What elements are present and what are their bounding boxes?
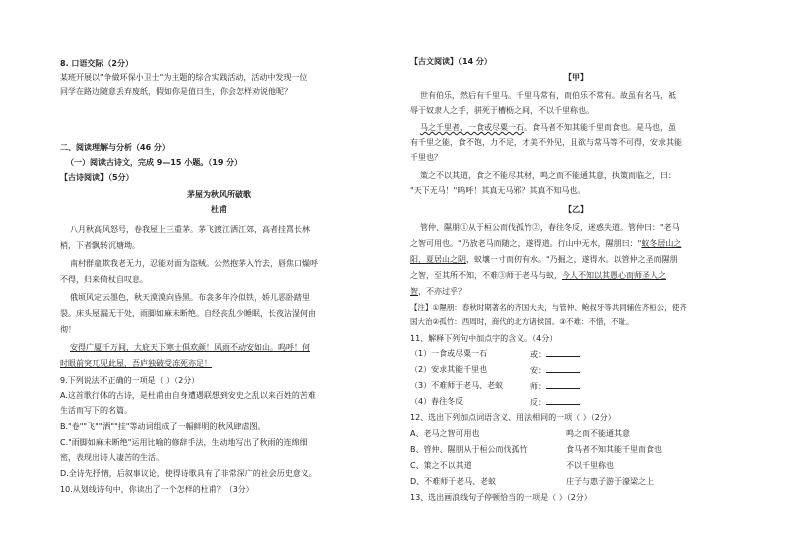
jia-line: 千里也？ [410, 153, 442, 162]
yi-line: 智，不亦过乎？ [410, 287, 466, 296]
q11-item-3-answer[interactable]: 师： [530, 380, 580, 392]
q11-item-2: （2）安求其能千里也 [410, 365, 488, 374]
passage-yi-label: 【乙】 [564, 205, 588, 214]
yi-line: 阳，夏居山之阴，蚁壤一寸而仞有水。"乃掘之，遂得水。以管仲之圣而隰朋 [410, 255, 678, 264]
q11-item-1: （1）一食或尽粟一石 [410, 349, 488, 358]
underline: 智 [410, 287, 418, 296]
underline: 阳，夏居山之阴 [410, 255, 466, 264]
passage-jia-label: 【甲】 [564, 73, 588, 82]
underline: 今人不知以其愚心而师圣人之 [562, 271, 666, 280]
jia-line: 世有伯乐，然后有千里马。千里马常有，而伯乐不常有。故虽有名马，祗 [420, 91, 676, 100]
q12-option-a-pair: 鸣之而不能通其意 [566, 429, 630, 438]
q8-line: 同学在路边随意丢弃废纸，假如你是值日生，你会怎样劝说他呢？ [60, 87, 292, 96]
poem-line: 南村群童欺我老无力，忍能对面为盗贼。公然抱茅入竹去，唇焦口燥呼 [70, 259, 318, 268]
poem-line: 八月秋高风怒号，卷我屋上三重茅。茅飞渡江洒江郊，高者挂罥长林 [70, 225, 310, 234]
poem-line: 不得，归来倚杖自叹息。 [60, 275, 148, 284]
q12-option-d-pair: 庄子与惠子游于濠梁之上 [566, 477, 654, 486]
yi-line: 之智可用也。"乃放老马而随之，遂得道。行山中无水，隰朋曰："蚁冬居山之 [410, 239, 682, 248]
jia-line: 马之千里者，一食或尽粟一石。食马者不知其能千里而食也。是马也，虽 [420, 123, 676, 132]
q9-stem: 9.下列说法不正确的一项是（ ）（2分） [60, 376, 200, 385]
q11-item-2-answer[interactable]: 安： [530, 364, 580, 376]
classical-header: 【古文阅读】（14 分） [410, 57, 492, 66]
q9-option-a: A.这首歌行体的古诗，是杜甫由自身遭遇联想到安史之乱以来百姓的苦难 [60, 391, 316, 400]
q9-option-c-cont: 密，表现出诗人凄苦的生活。 [60, 453, 164, 462]
poem-line: 彻！ [60, 325, 76, 334]
poem-title: 茅屋为秋风所破歌 [187, 189, 251, 199]
q13-stem: 13、选出画浪线句子停顿恰当的一项是（ ）（2分） [410, 493, 592, 502]
q11-item-4-answer[interactable]: 反： [530, 396, 580, 408]
q11-item-3: （3）不难师于老马、老蚁 [410, 381, 504, 390]
answer-blank [546, 380, 580, 389]
q8-line: 某班开展以"争做环保小卫士"为主题的综合实践活动，活动中发现一位 [60, 73, 308, 82]
q11-item-1-answer[interactable]: 或： [530, 348, 580, 360]
poem-line: 梢，下者飘转沉塘坳。 [60, 241, 140, 250]
poem-line: 裂。床头屋漏无干处，雨脚如麻未断绝。自经丧乱少睡眠，长夜沾湿何由 [60, 309, 316, 318]
q12-option-b: B、管仲、隰朋从于桓公而伐孤竹 [410, 445, 528, 454]
poem-line: 俄顷风定云墨色，秋天漠漠向昏黑。布衾多年冷似铁，娇儿恶卧踏里 [70, 293, 310, 302]
q12-option-d: D、不难师于老马、老蚁 [410, 477, 497, 486]
answer-blank [546, 348, 580, 357]
yi-line: 管仲、隰朋①从于桓公而伐孤竹②，春往冬反，迷惑失道。管仲曰："老马 [420, 223, 680, 232]
q11-item-4: （4）春往冬反 [410, 397, 464, 406]
sub1-title: （一）阅读古诗文，完成 9—15 小题。（19 分） [66, 158, 243, 167]
q9-option-a-cont: 生活而写下的名篇。 [60, 406, 132, 415]
jia-line: 有千里之能，食不饱，力不足，才美不外见，且欲与常马等不可得，安求其能 [410, 138, 682, 147]
jia-line: 策之不以其道，食之不能尽其材，鸣之而不能通其意，执策而临之，曰： [420, 171, 676, 180]
q12-option-b-pair: 食马者不知其能千里而食也 [566, 445, 662, 454]
q9-option-b: B."卷""飞""洒""挂"等动词组成了一幅鲜明的秋风肆虐图。 [60, 422, 266, 431]
q9-option-c: C."雨脚如麻未断绝"运用比喻的修辞手法，生动地写出了秋雨的连绵细 [60, 438, 308, 447]
answer-blank [546, 396, 580, 405]
q12-option-a: A、老马之智可用也 [410, 429, 480, 438]
poem-author: 杜甫 [211, 204, 227, 214]
section2-title: 二、阅读理解与分析（46 分） [60, 143, 170, 152]
yi-line: 之智，至其所不知，不难③师于老马与蚁，今人不知以其愚心而师圣人之 [410, 271, 666, 280]
jia-line: "天下无马！"呜呼！其真无马邪？其真不知马也。 [410, 186, 586, 195]
q8-title: 8. 口语交际（2分） [60, 59, 133, 68]
underline: 蚁冬居山之 [641, 239, 682, 248]
poem-line-underlined: 安得广厦千万间，大庇天下寒士俱欢颜！风雨不动安如山。呜呼！何 [70, 343, 310, 352]
jia-line: 辱于奴隶人之手，骈死于槽枥之间，不以千里称也。 [410, 106, 594, 115]
q12-option-c-pair: 不以千里称也 [566, 461, 614, 470]
q10-stem: 10.从划线诗句中，你读出了一个怎样的杜甫？（3分） [60, 485, 254, 494]
poem-label: 【古诗阅读】（5分） [60, 173, 134, 182]
q9-option-d: D.全诗先抒情，后叙事议论，使得诗歌具有了非常深广的社会历史意义。 [60, 469, 317, 478]
poem-line-underlined: 时眼前突兀见此屋，吾庐独破受冻死亦足！ [60, 359, 212, 368]
q11-stem: 11、解释下列句中加点字的含义。（4分） [410, 334, 558, 343]
q12-option-c: C、策之不以其道 [410, 461, 472, 470]
q12-stem: 12、选出下列加点词语含义、用法相同的一项（ ）（2分） [410, 413, 616, 422]
wavy-underline: 马之千里者，一食或尽粟一石 [420, 123, 524, 132]
note-line: 【注】①隰朋：春秋时期著名的齐国大夫，与管仲、鲍叔牙等共同辅佐齐桓公，使齐 [410, 303, 687, 312]
note-line: 国大治②孤竹：西周时，商代的北方诸侯国。③不难：不惜，不耻。 [410, 317, 634, 326]
answer-blank [546, 364, 580, 373]
